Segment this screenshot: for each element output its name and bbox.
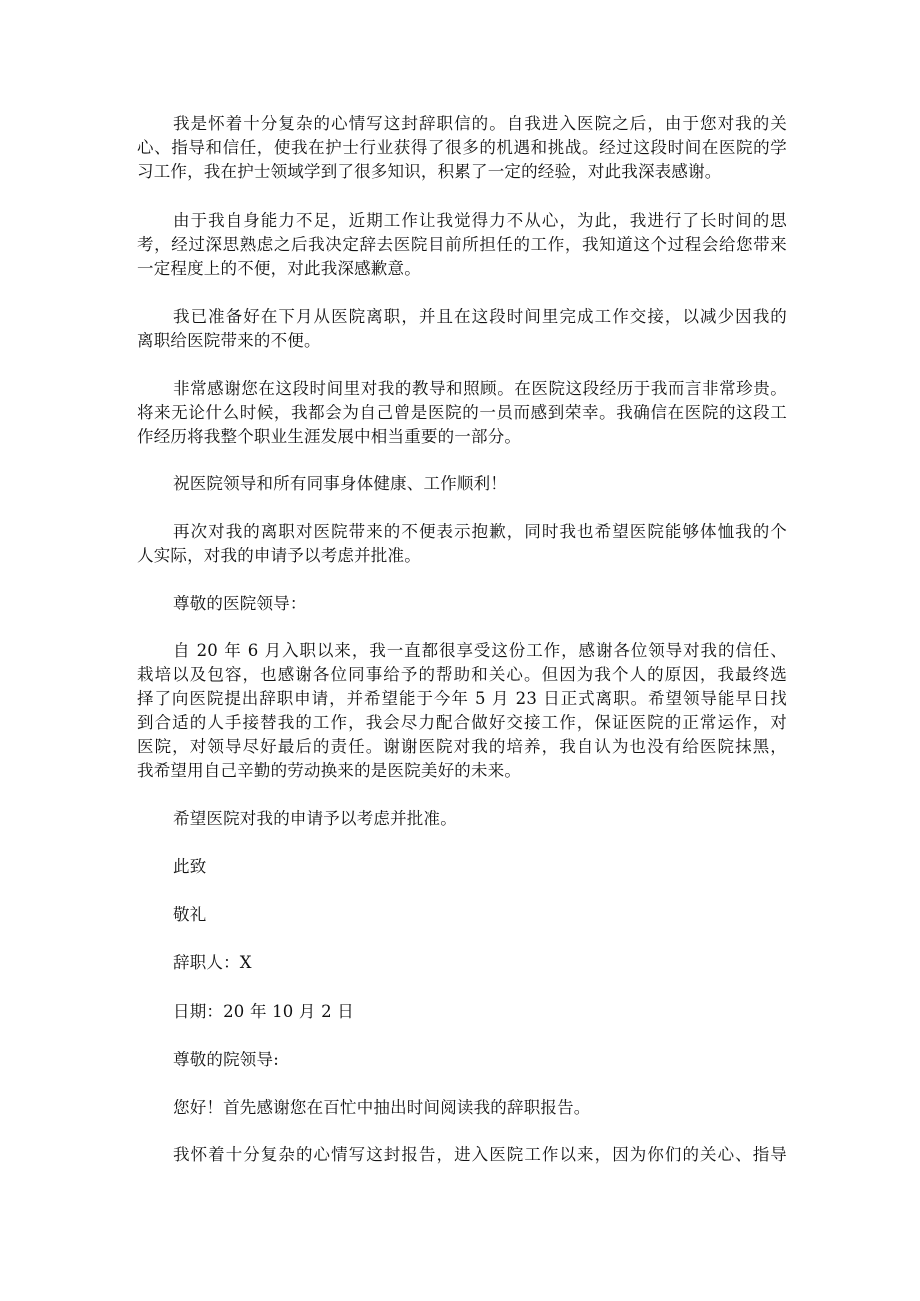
paragraph-8-line-5: 医院，对领导尽好最后的责任。谢谢医院对我的培养，我自认为也没有给医院抹黑， [137, 737, 787, 756]
closing-jing-li: 敬礼 [173, 905, 207, 924]
paragraph-4-line-2: 将来无论什么时候，我都会为自己曾是医院的一员而感到荣幸。我确信在医院的这段工 [137, 403, 787, 422]
paragraph-3-line-2: 离职给医院带来的不便。 [137, 331, 321, 350]
paragraph-2-line-3: 一定程度上的不便，对此我深感歉意。 [137, 259, 421, 278]
paragraph-5-line-1: 祝医院领导和所有同事身体健康、工作顺利！ [173, 474, 507, 493]
paragraph-8-line-4: 到合适的人手接替我的工作，我会尽力配合做好交接工作，保证医院的正常运作，对 [137, 713, 787, 732]
paragraph-4-line-3: 作经历将我整个职业生涯发展中相当重要的一部分。 [137, 427, 522, 446]
paragraph-8-line-2: 栽培以及包容，也感谢各位同事给予的帮助和关心。但因为我个人的原因，我最终选 [137, 665, 787, 684]
paragraph-4-line-1: 非常感谢您在这段时间里对我的教导和照顾。在医院这段经历于我而言非常珍贵。 [173, 379, 787, 398]
paragraph-2-line-1: 由于我自身能力不足，近期工作让我觉得力不从心，为此，我进行了长时间的思 [173, 211, 787, 230]
date-line: 日期：20 年 10 月 2 日 [173, 1002, 354, 1021]
document-page [137, 0, 787, 1301]
paragraph-3-line-1: 我已准备好在下月从医院离职，并且在这段时间里完成工作交接，以减少因我的 [173, 307, 787, 326]
paragraph-2-line-2: 考，经过深思熟虑之后我决定辞去医院目前所担任的工作，我知道这个过程会给您带来 [137, 235, 787, 254]
paragraph-1-line-2: 心、指导和信任，使我在护士行业获得了很多的机遇和挑战。经过这段时间在医院的学 [137, 138, 787, 157]
paragraph-6-line-1: 再次对我的离职对医院带来的不便表示抱歉，同时我也希望医院能够体恤我的个 [173, 522, 787, 541]
resignee-line: 辞职人：X [173, 953, 252, 972]
final-paragraph-line-1: 我怀着十分复杂的心情写这封报告，进入医院工作以来，因为你们的关心、指导 [173, 1145, 787, 1164]
paragraph-6-line-2: 人实际，对我的申请予以考虑并批准。 [137, 546, 421, 565]
paragraph-8-line-3: 择了向医院提出辞职申请，并希望能于今年 5 月 23 日正式离职。希望领导能早日找 [137, 689, 787, 708]
closing-ci-zhi: 此致 [173, 857, 207, 876]
salutation-2-line: 尊敬的院领导: [173, 1050, 279, 1069]
request-line: 希望医院对我的申请予以考虑并批准。 [173, 809, 457, 828]
paragraph-8-line-6: 我希望用自己辛勤的劳动换来的是医院美好的未来。 [137, 761, 522, 780]
paragraph-1-line-1: 我是怀着十分复杂的心情写这封辞职信的。自我进入医院之后，由于您对我的关 [173, 114, 787, 133]
paragraph-1-line-3: 习工作，我在护士领域学到了很多知识，积累了一定的经验，对此我深表感谢。 [137, 162, 722, 181]
paragraph-8-line-1: 自 20 年 6 月入职以来，我一直都很享受这份工作，感谢各位领导对我的信任、 [173, 641, 787, 660]
salutation-line: 尊敬的医院领导： [173, 594, 307, 613]
greeting-line: 您好！首先感谢您在百忙中抽出时间阅读我的辞职报告。 [173, 1098, 591, 1117]
